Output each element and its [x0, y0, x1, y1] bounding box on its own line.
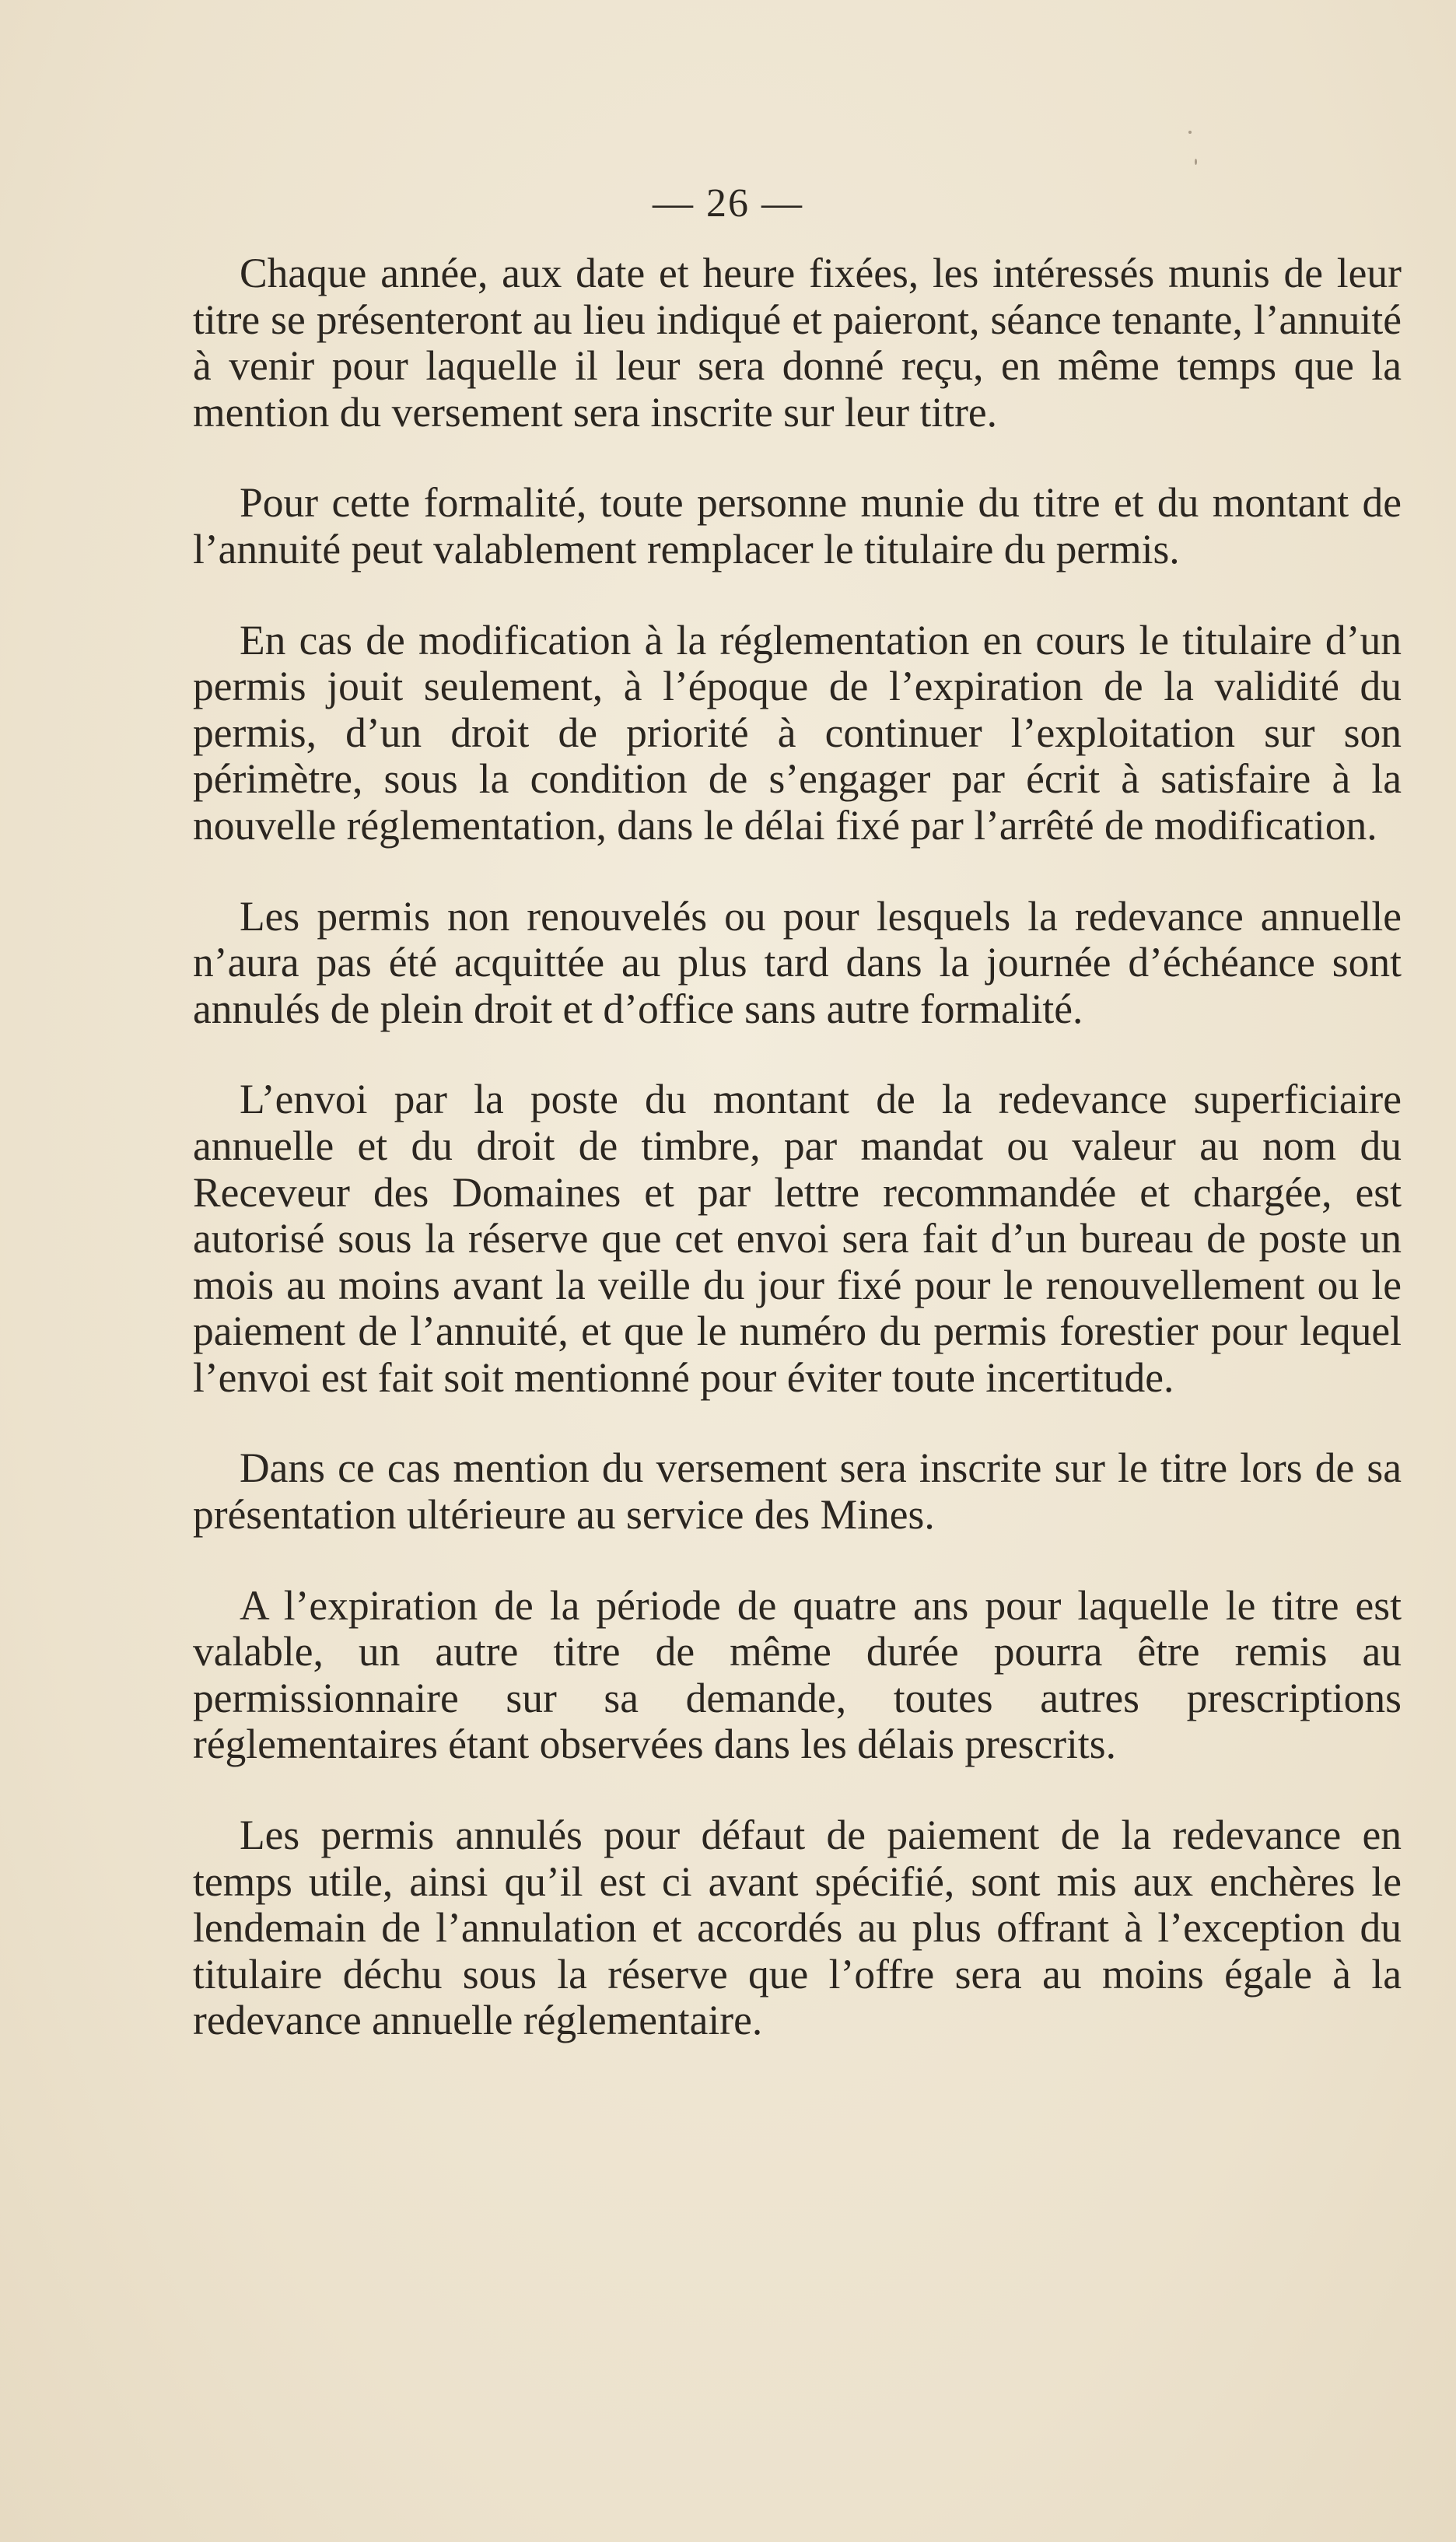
paragraph-auction: Les permis annulés pour défaut de paiement de la redevance en temps utile, ainsi qu’il est ci avant spécifié, sont mis aux enchères le lendemain de l’annulation et accordés au plus offrant à l’exception du titulaire déchu sous la réserve que l’offre sera au moins égale à la redevance annuelle réglementaire. [193, 1812, 1402, 2044]
paragraph-regulation-change: En cas de modification à la réglementation en cours le titulaire d’un permis jouit seulement, à l’époque de l’expiration de la validité du permis, d’un droit de priorité à continuer l’exploitation sur son périmètre, sous la condition de s’engager par écrit à satisfaire à la nouvelle réglementation, dans le délai fixé par l’arrêté de modification. [193, 616, 1402, 849]
ink-speck [1188, 131, 1192, 134]
paragraph-renewal: A l’expiration de la période de quatre ans pour laquelle le titre est valable, un autre titre de même durée pourra être remis au permissionnaire sur sa demande, toutes autres prescriptions réglementaires étant observées dans les délais prescrits. [193, 1581, 1402, 1768]
paragraph-cancellation: Les permis non renouvelés ou pour lesquels la redevance annuelle n’aura pas été acquittée au plus tard dans la journée d’échéance sont annulés de plein droit et d’office sans autre formalité. [193, 892, 1402, 1032]
paragraph-payment-schedule: Chaque année, aux date et heure fixées, les intéressés munis de leur titre se présenteront au lieu indiqué et paieront, séance tenante, l’annuité à venir pour laquelle il leur sera donné reçu, en même temps que la mention du versement sera inscrite sur leur titre. [193, 250, 1402, 436]
page-number: — 26 — [653, 181, 803, 226]
paragraph-payment-mention: Dans ce cas mention du versement sera inscrite sur le titre lors de sa présentation ultérieure au service des Mines. [193, 1444, 1402, 1539]
ink-speck [1195, 159, 1197, 165]
paragraph-representative: Pour cette formalité, toute personne munie du titre et du montant de l’annuité peut valablement remplacer le titulaire du permis. [193, 479, 1402, 572]
body-text [193, 250, 1402, 2044]
paragraph-postal-payment: L’envoi par la poste du montant de la redevance superficiaire annuelle et du droit de timbre, par mandat ou valeur au nom du Receveur des Domaines et par lettre recommandée et chargée, est autorisé sous la réserve que cet envoi sera fait d’un bureau de poste un mois au moins avant la veille du jour fixé pour le renouvellement ou le paiement de l’annuité, et que le numéro du permis forestier pour lequel l’envoi est fait soit mentionné pour éviter toute incertitude. [193, 1076, 1402, 1401]
